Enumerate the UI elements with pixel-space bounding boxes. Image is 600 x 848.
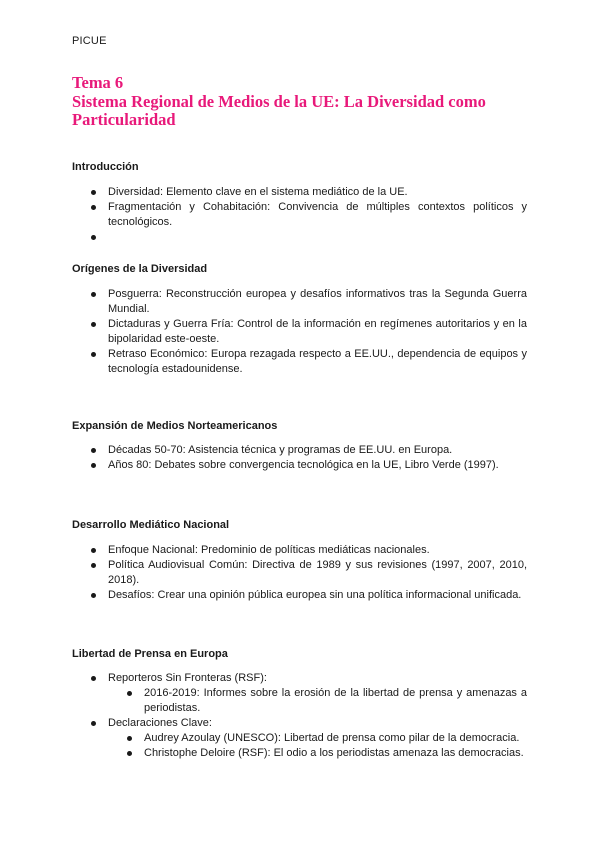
title-line-subject-cont: Particularidad — [72, 110, 176, 129]
list-item — [108, 671, 527, 716]
national-list — [108, 543, 527, 603]
expansion-list — [108, 443, 527, 473]
header-label: PICUE — [72, 35, 107, 47]
list-item: Desafíos: Crear una opinión pública europea sin una política informacional unificada. — [108, 588, 527, 603]
section-heading-origins: Orígenes de la Diversidad — [72, 263, 208, 275]
section-heading-national: Desarrollo Mediático Nacional — [72, 519, 230, 531]
list-item: Posguerra: Reconstrucción europea y desafíos informativos tras la Segunda Guerra Mundial. — [108, 288, 527, 315]
list-item: Fragmentación y Cohabitación: Convivencia de múltiples contextos políticos y tecnológicos. — [108, 201, 527, 228]
list-item: Retraso Económico: Europa rezagada respecto a EE.UU., dependencia de equipos y tecnología estadounidense. — [108, 348, 527, 375]
section-heading-press: Libertad de Prensa en Europa — [72, 648, 228, 660]
document-title — [72, 74, 542, 130]
section-heading-intro: Introducción — [72, 161, 139, 173]
list-item: Diversidad: Elemento clave en el sistema mediático de la UE. — [108, 185, 527, 200]
list-item-text: Reporteros Sin Fronteras (RSF): — [108, 672, 267, 684]
press-sublist — [144, 731, 527, 761]
list-item: Años 80: Debates sobre convergencia tecnológica en la UE, Libro Verde (1997). — [108, 458, 527, 473]
origins-list — [108, 287, 527, 377]
list-item — [108, 230, 527, 245]
list-item-text: Declaraciones Clave: — [108, 717, 212, 729]
list-item: Dictaduras y Guerra Fría: Control de la información en regímenes autoritarios y en la bipolaridad este-oeste. — [108, 318, 527, 345]
list-item — [108, 716, 527, 761]
list-item: Enfoque Nacional: Predominio de políticas mediáticas nacionales. — [108, 543, 527, 558]
press-list — [108, 671, 527, 761]
list-item: Política Audiovisual Común: Directiva de 1989 y sus revisiones (1997, 2007, 2010, 2018). — [108, 559, 527, 586]
intro-list — [108, 185, 527, 245]
section-heading-expansion: Expansión de Medios Norteamericanos — [72, 420, 278, 432]
title-line-topic: Tema 6 — [72, 73, 124, 92]
title-line-subject: Sistema Regional de Medios de la UE: La Diversidad como — [72, 91, 486, 111]
sublist-item: Christophe Deloire (RSF): El odio a los periodistas amenaza las democracias. — [144, 746, 527, 761]
press-sublist — [144, 686, 527, 716]
sublist-item: Audrey Azoulay (UNESCO): Libertad de prensa como pilar de la democracia. — [144, 731, 527, 746]
sublist-item: 2016-2019: Informes sobre la erosión de la libertad de prensa y amenazas a periodistas. — [144, 687, 527, 714]
list-item: Décadas 50-70: Asistencia técnica y programas de EE.UU. en Europa. — [108, 443, 527, 458]
